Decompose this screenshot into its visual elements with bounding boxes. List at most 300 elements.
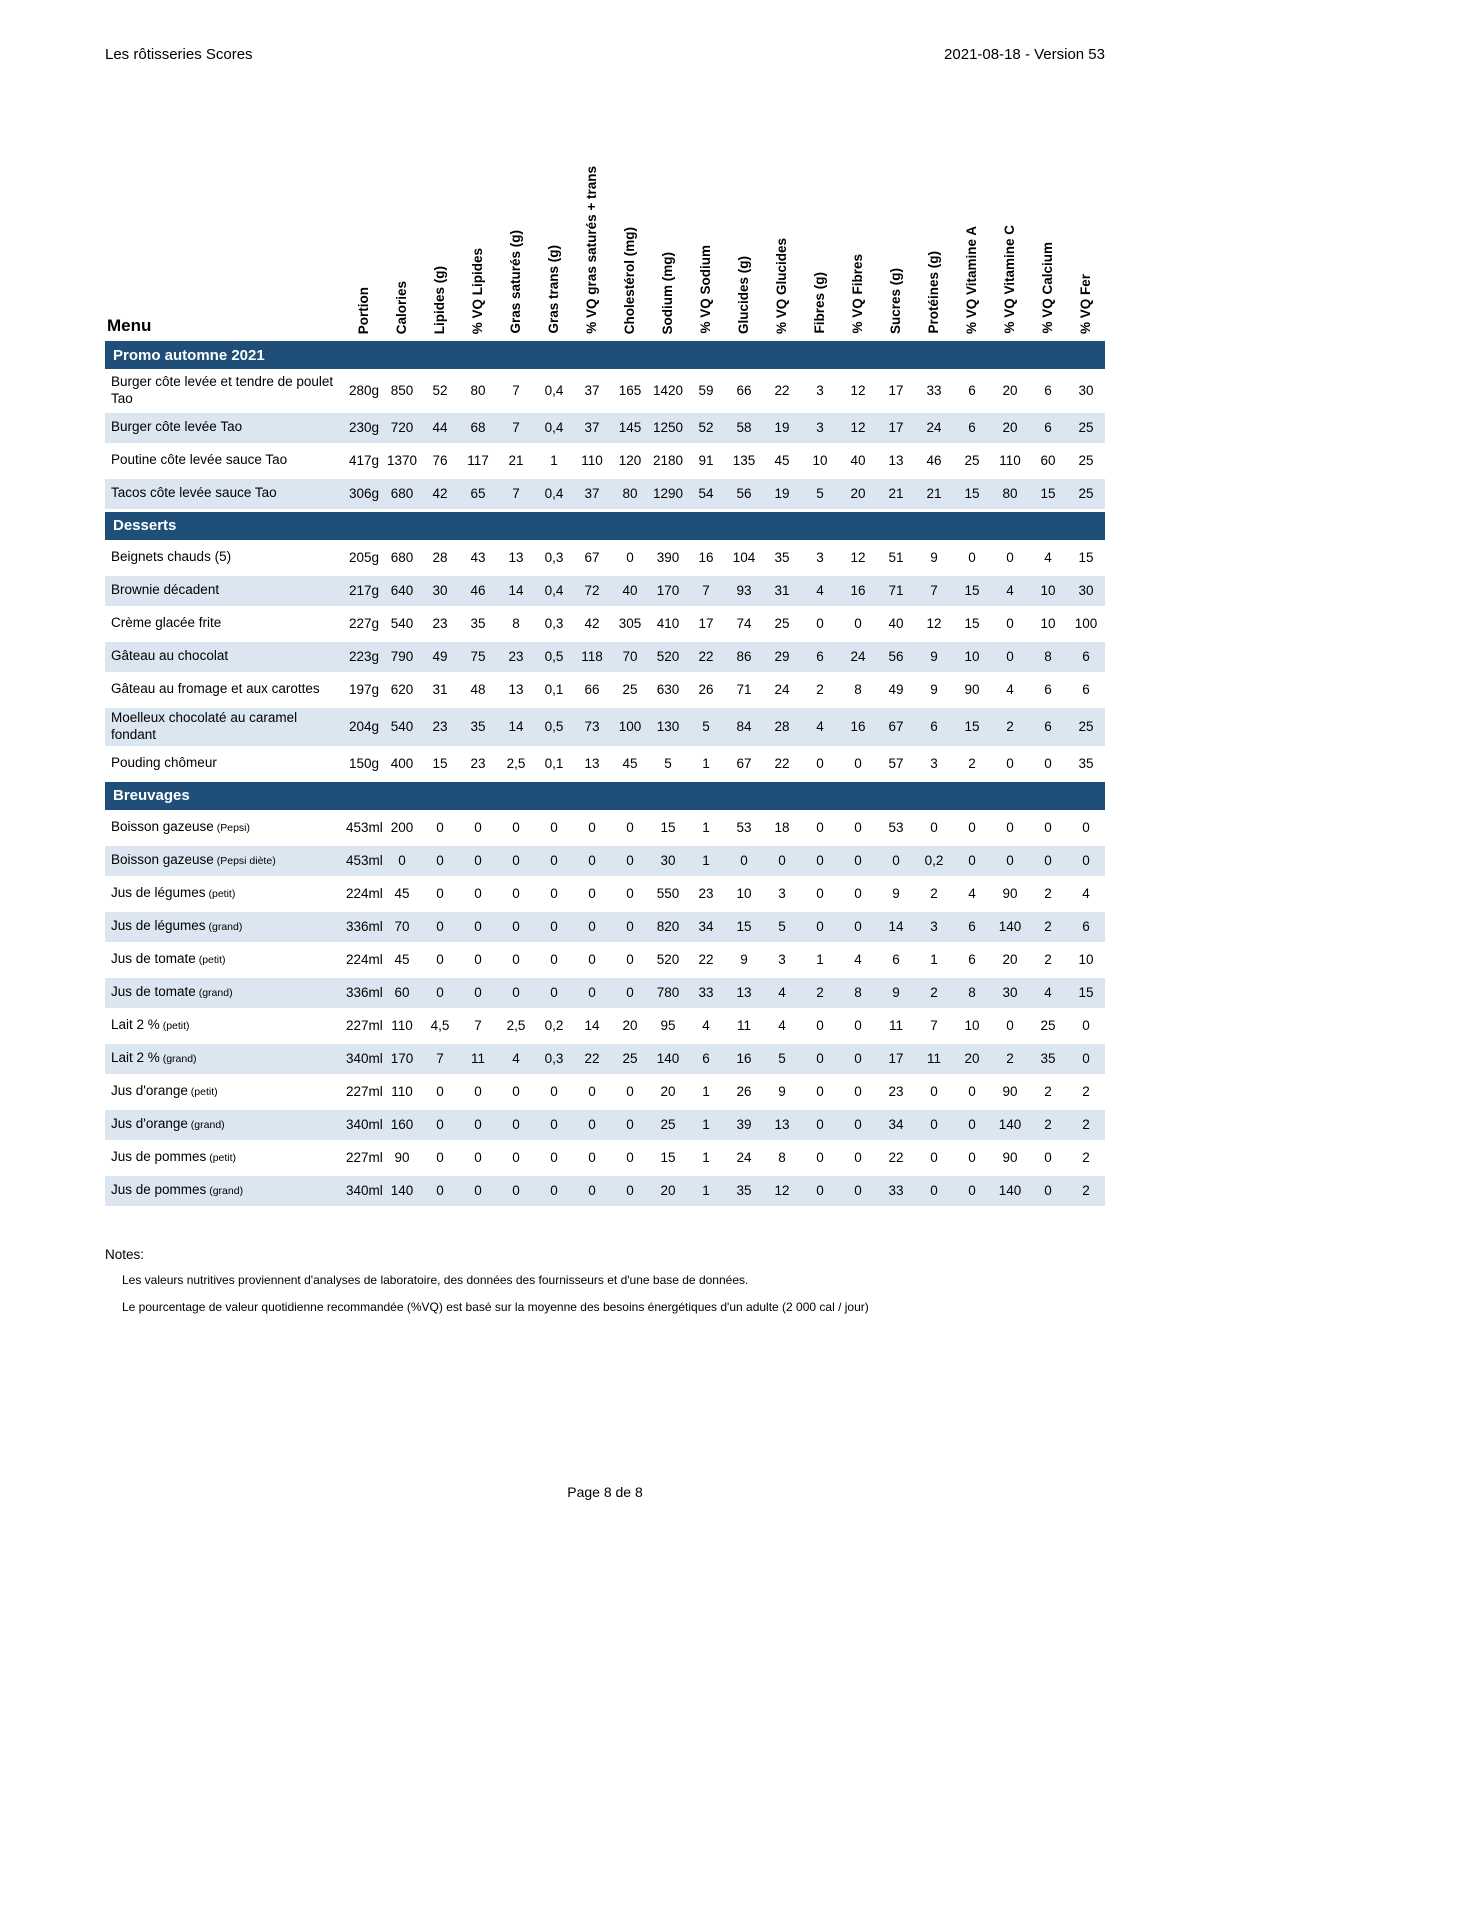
value-cell: 19 xyxy=(763,413,801,443)
value-cell: 850 xyxy=(390,383,414,399)
value-cell: 33 xyxy=(926,383,942,399)
value-cell: 0,1 xyxy=(544,682,564,698)
value-cell: 0 xyxy=(573,846,611,876)
value-cell: 10 xyxy=(1029,576,1067,606)
value-cell: 3 xyxy=(930,756,938,771)
value-cell: 20 xyxy=(1002,383,1018,399)
value-cell: 25 xyxy=(622,682,638,698)
value-cell: 0,3 xyxy=(544,616,564,632)
value-cell: 9 xyxy=(877,978,915,1008)
value-cell: 0 xyxy=(801,846,839,876)
value-cell: 0 xyxy=(816,820,824,835)
item-name: Jus de légumes (grand) xyxy=(105,912,345,942)
value-cell: 33 xyxy=(687,978,725,1008)
value-cell: 0 xyxy=(1006,550,1014,566)
value-cell: 6 xyxy=(1067,642,1105,672)
value-cell: 0 xyxy=(611,1176,649,1206)
value-cell: 224ml xyxy=(346,886,383,901)
value-cell: 30 xyxy=(1078,383,1094,399)
value-cell: 0 xyxy=(854,756,862,771)
value-cell: 4,5 xyxy=(430,1018,450,1033)
value-cell: 1 xyxy=(687,1110,725,1140)
value-cell: 20 xyxy=(649,1176,687,1206)
value-cell: 66 xyxy=(736,383,752,399)
value-cell: 0 xyxy=(550,1150,558,1165)
item-size-note: (grand) xyxy=(206,1185,244,1198)
value-cell: 7 xyxy=(474,1018,482,1033)
item-size-note: (Pepsi) xyxy=(213,822,251,835)
value-cell: 0 xyxy=(459,846,497,876)
value-cell: 0 xyxy=(512,1084,520,1099)
value-cell: 0 xyxy=(968,1150,976,1165)
column-header-label: Gras trans (g) xyxy=(545,245,561,334)
value-cell: 60 xyxy=(383,978,421,1008)
column-header-label: % VQ Vitamine C xyxy=(1001,225,1017,334)
value-cell: 35 xyxy=(725,1176,763,1206)
column-header xyxy=(1067,133,1105,338)
value-cell: 7 xyxy=(915,576,953,606)
column-header xyxy=(801,133,839,338)
value-cell: 6 xyxy=(687,1044,725,1074)
column-header-label: % VQ Calcium xyxy=(1039,242,1055,334)
value-cell: 12 xyxy=(850,383,866,399)
value-cell: 5 xyxy=(801,479,839,509)
value-cell: 2 xyxy=(1044,1084,1052,1099)
value-cell: 0 xyxy=(459,1110,497,1140)
value-cell: 640 xyxy=(383,576,421,606)
value-cell: 26 xyxy=(736,1084,752,1099)
value-cell: 6 xyxy=(953,912,991,942)
value-cell: 21 xyxy=(877,479,915,509)
value-cell: 7 xyxy=(512,383,520,399)
value-cell: 0,2 xyxy=(915,846,953,876)
value-cell: 49 xyxy=(888,682,904,698)
value-cell: 1370 xyxy=(386,453,418,469)
value-cell: 0 xyxy=(421,1110,459,1140)
value-cell: 0 xyxy=(588,820,596,835)
value-cell: 1 xyxy=(550,453,558,469)
value-cell: 4 xyxy=(702,1018,710,1033)
value-cell: 1 xyxy=(702,820,710,835)
table-row xyxy=(105,1044,1105,1074)
value-cell: 150g xyxy=(348,756,380,771)
value-cell: 1 xyxy=(702,756,710,771)
value-cell: 130 xyxy=(649,708,687,746)
value-cell: 0 xyxy=(1006,1018,1014,1033)
value-cell: 0 xyxy=(535,1110,573,1140)
item-size-note: (petit) xyxy=(206,1152,237,1165)
value-cell: 21 xyxy=(915,479,953,509)
value-cell: 140 xyxy=(991,1176,1029,1206)
column-header-label: % VQ Sodium xyxy=(697,245,713,334)
table-row xyxy=(105,708,1105,746)
value-cell: 280g xyxy=(348,383,380,399)
value-cell: 140 xyxy=(991,1110,1029,1140)
value-cell: 29 xyxy=(763,642,801,672)
value-cell: 10 xyxy=(736,886,752,901)
column-header xyxy=(345,133,383,338)
column-header xyxy=(421,133,459,338)
value-cell: 0 xyxy=(1006,616,1014,632)
value-cell: 0 xyxy=(588,1084,596,1099)
value-cell: 0 xyxy=(991,642,1029,672)
value-cell: 20 xyxy=(991,413,1029,443)
menu-column-header: Menu xyxy=(107,316,152,335)
column-header xyxy=(725,133,763,338)
value-cell: 4 xyxy=(1082,886,1090,901)
value-cell: 0 xyxy=(535,912,573,942)
column-header xyxy=(953,133,991,338)
table-row xyxy=(105,813,1105,843)
item-name: Jus de légumes (petit) xyxy=(111,885,236,901)
value-cell: 780 xyxy=(649,978,687,1008)
header-row xyxy=(105,133,1105,338)
value-cell: 7 xyxy=(421,1044,459,1074)
value-cell: 73 xyxy=(573,708,611,746)
value-cell: 12 xyxy=(926,616,942,632)
value-cell: 200 xyxy=(390,820,414,835)
value-cell: 25 xyxy=(1067,708,1105,746)
value-cell: 60 xyxy=(1040,453,1056,469)
table-row xyxy=(105,912,1105,942)
value-cell: 6 xyxy=(968,952,976,967)
value-cell: 305 xyxy=(618,616,642,632)
value-cell: 52 xyxy=(432,383,448,399)
item-size-note: (petit) xyxy=(187,1086,218,1099)
value-cell: 0 xyxy=(474,952,482,967)
value-cell: 0 xyxy=(1029,1176,1067,1206)
value-cell: 90 xyxy=(964,682,980,698)
value-cell: 16 xyxy=(839,576,877,606)
value-cell: 14 xyxy=(877,912,915,942)
value-cell: 550 xyxy=(656,886,680,901)
value-cell: 118 xyxy=(573,642,611,672)
value-cell: 13 xyxy=(763,1110,801,1140)
value-cell: 70 xyxy=(383,912,421,942)
value-cell: 22 xyxy=(573,1044,611,1074)
value-cell: 11 xyxy=(736,1018,751,1033)
section-header: Breuvages xyxy=(105,782,1105,810)
value-cell: 0 xyxy=(611,846,649,876)
value-cell: 0 xyxy=(550,886,558,901)
value-cell: 72 xyxy=(573,576,611,606)
value-cell: 204g xyxy=(345,708,383,746)
value-cell: 0 xyxy=(535,1176,573,1206)
value-cell: 0 xyxy=(550,1084,558,1099)
value-cell: 59 xyxy=(698,383,714,399)
item-name: Jus de tomate (grand) xyxy=(105,978,345,1008)
section-header-row xyxy=(105,341,1105,369)
value-cell: 68 xyxy=(459,413,497,443)
value-cell: 3 xyxy=(915,912,953,942)
value-cell: 2 xyxy=(968,756,976,771)
value-cell: 80 xyxy=(991,479,1029,509)
value-cell: 0 xyxy=(611,1110,649,1140)
value-cell: 120 xyxy=(618,453,642,469)
value-cell: 6 xyxy=(1029,413,1067,443)
value-cell: 23 xyxy=(432,616,448,632)
value-cell: 0,4 xyxy=(535,479,573,509)
value-cell: 56 xyxy=(877,642,915,672)
column-header xyxy=(497,133,535,338)
value-cell: 7 xyxy=(930,1018,938,1033)
value-cell: 2,5 xyxy=(506,1018,526,1033)
value-cell: 4 xyxy=(778,1018,786,1033)
value-cell: 74 xyxy=(736,616,752,632)
value-cell: 9 xyxy=(778,1084,786,1099)
value-cell: 8 xyxy=(1029,642,1067,672)
value-cell: 0 xyxy=(474,820,482,835)
value-cell: 0 xyxy=(930,820,938,835)
value-cell: 31 xyxy=(432,682,448,698)
value-cell: 0 xyxy=(854,616,862,632)
item-name: Jus de tomate (petit) xyxy=(111,951,226,967)
table-row xyxy=(105,372,1105,410)
page-header xyxy=(105,46,1105,64)
value-cell: 2 xyxy=(1067,1110,1105,1140)
value-cell: 6 xyxy=(1082,682,1090,698)
value-cell: 90 xyxy=(1002,1084,1018,1099)
value-cell: 46 xyxy=(926,453,942,469)
table-row xyxy=(105,879,1105,909)
value-cell: 227g xyxy=(348,616,380,632)
value-cell: 0 xyxy=(611,978,649,1008)
value-cell: 0 xyxy=(816,1084,824,1099)
value-cell: 91 xyxy=(698,453,714,469)
section-header-row xyxy=(105,512,1105,540)
item-size-note: (petit) xyxy=(195,954,226,967)
value-cell: 14 xyxy=(584,1018,600,1033)
value-cell: 0 xyxy=(474,1084,482,1099)
value-cell: 205g xyxy=(348,550,380,566)
item-name: Brownie décadent xyxy=(105,576,345,606)
value-cell: 0 xyxy=(497,1110,535,1140)
item-size-note: (grand) xyxy=(195,987,233,1000)
value-cell: 0 xyxy=(550,952,558,967)
value-cell: 0,5 xyxy=(535,642,573,672)
value-cell: 0 xyxy=(839,1044,877,1074)
value-cell: 15 xyxy=(964,616,980,632)
column-header-label: Portion xyxy=(355,286,371,334)
value-cell: 25 xyxy=(964,453,980,469)
value-cell: 230g xyxy=(345,413,383,443)
value-cell: 0 xyxy=(512,952,520,967)
value-cell: 3 xyxy=(816,383,824,399)
value-cell: 13 xyxy=(888,453,904,469)
value-cell: 53 xyxy=(736,820,752,835)
value-cell: 9 xyxy=(740,952,748,967)
value-cell: 7 xyxy=(497,413,535,443)
item-name: Jus d'orange (petit) xyxy=(111,1083,218,1099)
value-cell: 0 xyxy=(497,912,535,942)
value-cell: 0 xyxy=(588,1150,596,1165)
value-cell: 6 xyxy=(953,413,991,443)
column-header xyxy=(1029,133,1067,338)
value-cell: 45 xyxy=(622,756,638,771)
value-cell: 17 xyxy=(888,383,904,399)
value-cell: 23 xyxy=(698,886,714,901)
value-cell: 217g xyxy=(345,576,383,606)
value-cell: 0 xyxy=(1067,846,1105,876)
value-cell: 95 xyxy=(660,1018,676,1033)
value-cell: 2 xyxy=(1029,912,1067,942)
value-cell: 20 xyxy=(660,1084,676,1099)
column-header-label: Cholestérol (mg) xyxy=(621,226,637,334)
value-cell: 0 xyxy=(953,1110,991,1140)
value-cell: 110 xyxy=(581,453,603,469)
value-cell: 84 xyxy=(725,708,763,746)
value-cell: 0 xyxy=(497,1176,535,1206)
value-cell: 15 xyxy=(953,479,991,509)
value-cell: 0 xyxy=(1029,846,1067,876)
value-cell: 8 xyxy=(839,978,877,1008)
value-cell: 70 xyxy=(611,642,649,672)
value-cell: 19 xyxy=(763,479,801,509)
value-cell: 0 xyxy=(436,952,444,967)
value-cell: 20 xyxy=(622,1018,638,1033)
value-cell: 24 xyxy=(774,682,790,698)
value-cell: 0 xyxy=(839,1176,877,1206)
value-cell: 4 xyxy=(968,886,976,901)
value-cell: 0 xyxy=(611,912,649,942)
value-cell: 9 xyxy=(892,886,900,901)
value-cell: 170 xyxy=(383,1044,421,1074)
value-cell: 0 xyxy=(1067,1044,1105,1074)
item-name: Boisson gazeuse (Pepsi diète) xyxy=(105,846,345,876)
value-cell: 0 xyxy=(854,820,862,835)
value-cell: 2 xyxy=(1044,952,1052,967)
value-cell: 3 xyxy=(816,550,824,566)
value-cell: 0 xyxy=(1006,756,1014,771)
value-cell: 145 xyxy=(611,413,649,443)
notes-title: Notes: xyxy=(105,1246,145,1262)
column-header-label: Fibres (g) xyxy=(811,272,827,334)
value-cell: 51 xyxy=(888,550,904,566)
value-cell: 26 xyxy=(698,682,714,698)
value-cell: 0 xyxy=(421,1176,459,1206)
item-name: Poutine côte levée sauce Tao xyxy=(111,452,288,468)
value-cell: 0 xyxy=(1044,820,1052,835)
value-cell: 0 xyxy=(839,1110,877,1140)
value-cell: 0 xyxy=(854,886,862,901)
item-size-note: (petit) xyxy=(205,888,236,901)
value-cell: 35 xyxy=(1029,1044,1067,1074)
value-cell: 0 xyxy=(854,1018,862,1033)
value-cell: 0 xyxy=(383,846,421,876)
value-cell: 100 xyxy=(611,708,649,746)
value-cell: 75 xyxy=(459,642,497,672)
value-cell: 0 xyxy=(816,886,824,901)
value-cell: 1 xyxy=(702,1150,710,1165)
value-cell: 67 xyxy=(584,550,600,566)
column-header xyxy=(611,133,649,338)
item-name: Jus de pommes (petit) xyxy=(111,1149,237,1165)
value-cell: 49 xyxy=(421,642,459,672)
value-cell: 13 xyxy=(584,756,600,771)
value-cell: 11 xyxy=(915,1044,953,1074)
value-cell: 9 xyxy=(930,682,938,698)
value-cell: 67 xyxy=(736,756,752,771)
value-cell: 25 xyxy=(649,1110,687,1140)
value-cell: 224ml xyxy=(346,952,383,967)
value-cell: 0 xyxy=(1044,756,1052,771)
value-cell: 40 xyxy=(611,576,649,606)
value-cell: 40 xyxy=(888,616,904,632)
column-header xyxy=(573,133,611,338)
column-header-label: Gras saturés (g) xyxy=(507,230,523,334)
value-cell: 76 xyxy=(432,453,448,469)
table-row xyxy=(105,446,1105,476)
value-cell: 0,5 xyxy=(535,708,573,746)
column-header xyxy=(839,133,877,338)
value-cell: 10 xyxy=(953,642,991,672)
value-cell: 9 xyxy=(930,550,938,566)
value-cell: 24 xyxy=(915,413,953,443)
column-header xyxy=(991,133,1029,338)
value-cell: 37 xyxy=(584,383,600,399)
item-name: Lait 2 % (petit) xyxy=(111,1017,190,1033)
value-cell: 0 xyxy=(816,756,824,771)
item-size-note: (grand) xyxy=(187,1119,225,1132)
value-cell: 0 xyxy=(915,1176,953,1206)
item-name: Burger côte levée et tendre de poulet Tao xyxy=(111,374,334,406)
value-cell: 13 xyxy=(725,978,763,1008)
value-cell: 790 xyxy=(383,642,421,672)
value-cell: 15 xyxy=(660,820,676,835)
value-cell: 0 xyxy=(421,846,459,876)
column-header xyxy=(687,133,725,338)
value-cell: 0 xyxy=(915,1110,953,1140)
value-cell: 12 xyxy=(839,413,877,443)
value-cell: 620 xyxy=(390,682,414,698)
value-cell: 540 xyxy=(390,616,414,632)
value-cell: 2180 xyxy=(652,453,684,469)
value-cell: 21 xyxy=(508,453,524,469)
value-cell: 0 xyxy=(459,912,497,942)
table-head xyxy=(105,133,1105,338)
value-cell: 0 xyxy=(588,952,596,967)
value-cell: 453ml xyxy=(346,820,383,835)
value-cell: 35 xyxy=(1078,756,1094,771)
value-cell: 28 xyxy=(432,550,448,566)
column-header xyxy=(535,133,573,338)
value-cell: 17 xyxy=(877,1044,915,1074)
value-cell: 0 xyxy=(763,846,801,876)
value-cell: 0 xyxy=(535,978,573,1008)
value-cell: 22 xyxy=(698,952,714,967)
value-cell: 34 xyxy=(877,1110,915,1140)
value-cell: 35 xyxy=(470,616,486,632)
value-cell: 4 xyxy=(1006,682,1014,698)
value-cell: 720 xyxy=(383,413,421,443)
value-cell: 0 xyxy=(854,1150,862,1165)
value-cell: 630 xyxy=(656,682,680,698)
table-row xyxy=(105,479,1105,509)
item-name: Pouding chômeur xyxy=(111,755,217,771)
value-cell: 17 xyxy=(698,616,714,632)
table-row xyxy=(105,1110,1105,1140)
document-title: Les rôtisseries Scores xyxy=(105,46,253,63)
value-cell: 22 xyxy=(888,1150,904,1165)
table-row xyxy=(105,1077,1105,1107)
value-cell: 24 xyxy=(839,642,877,672)
value-cell: 2 xyxy=(1082,1150,1090,1165)
value-cell: 22 xyxy=(687,642,725,672)
value-cell: 10 xyxy=(1040,616,1056,632)
value-cell: 0 xyxy=(816,616,824,632)
value-cell: 37 xyxy=(573,479,611,509)
value-cell: 0 xyxy=(968,1084,976,1099)
